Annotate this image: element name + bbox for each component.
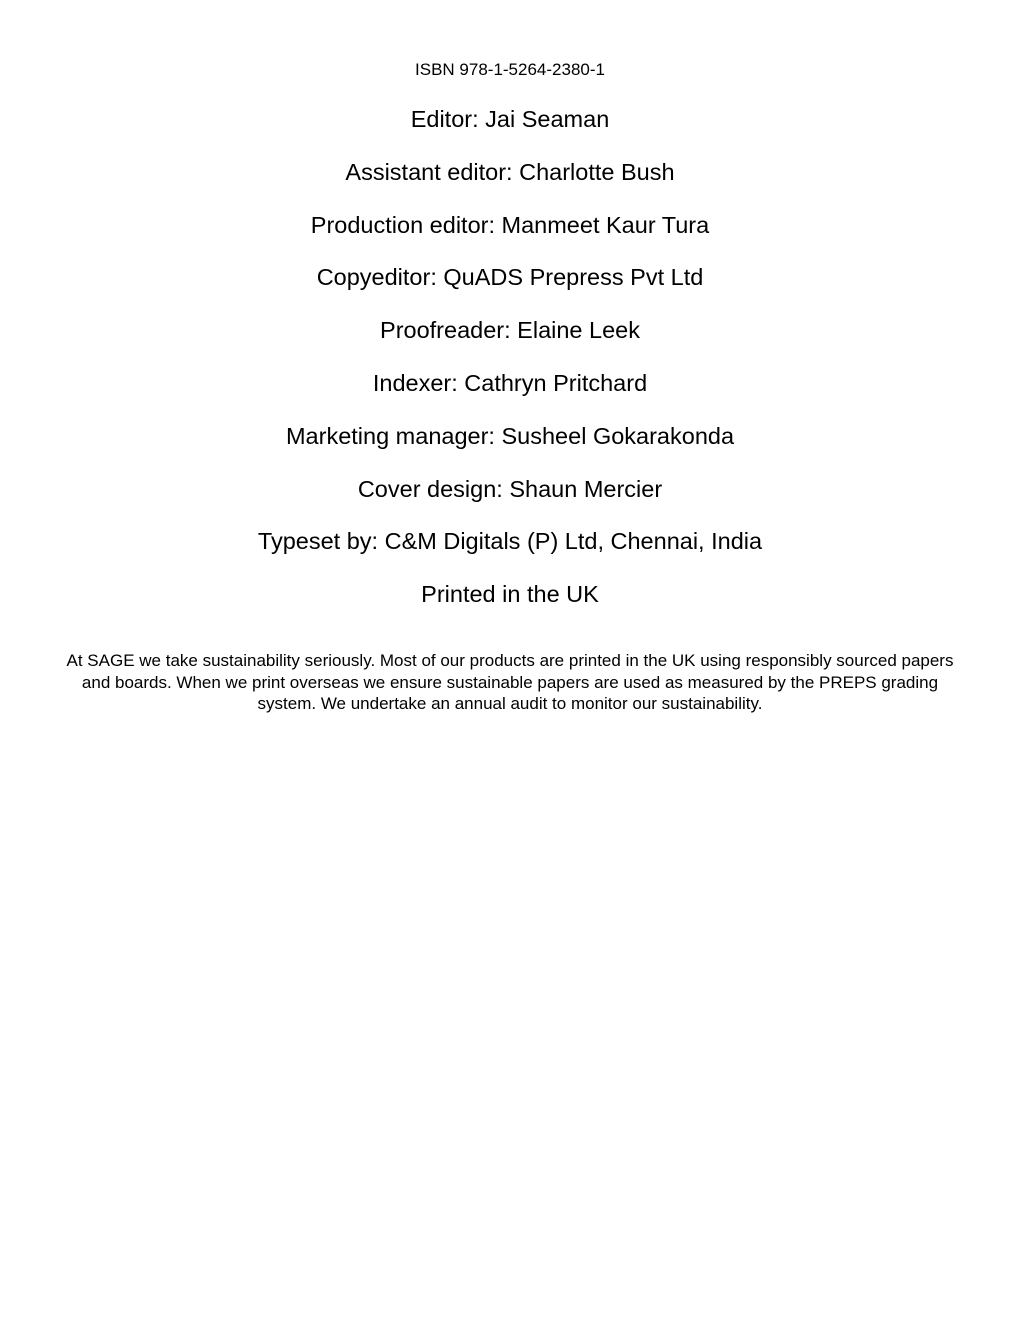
- credit-marketing-manager: Marketing manager: Susheel Gokarakonda: [285, 422, 735, 449]
- credit-cover-design: Cover design: Shaun Mercier: [357, 475, 663, 502]
- credit-proofreader: Proofreader: Elaine Leek: [380, 317, 640, 344]
- credit-copyeditor: Copyeditor: QuADS Prepress Pvt Ltd: [316, 264, 704, 291]
- credit-typeset-by: Typeset by: C&M Digitals (P) Ltd, Chennai, India: [257, 528, 763, 555]
- credit-assistant-editor: Assistant editor: Charlotte Bush: [345, 158, 675, 185]
- isbn-line: ISBN 978-1-5264-2380-1: [415, 60, 605, 79]
- credits-list: [0, 104, 1020, 632]
- credit-indexer: Indexer: Cathryn Pritchard: [372, 369, 648, 396]
- credit-printed-in: Printed in the UK: [421, 581, 599, 608]
- credit-editor: Editor: Jai Seaman: [410, 106, 610, 132]
- sustainability-statement: At SAGE we take sustainability seriously. Most of our products are printed in the UK using responsibly sourced papers and boards. When we print overseas we ensure sustainable papers are used as measured by the PREPS grading system. We undertake an annual audit to monitor our sustainability.: [66, 651, 954, 713]
- credit-production-editor: Production editor: Manmeet Kaur Tura: [310, 211, 710, 238]
